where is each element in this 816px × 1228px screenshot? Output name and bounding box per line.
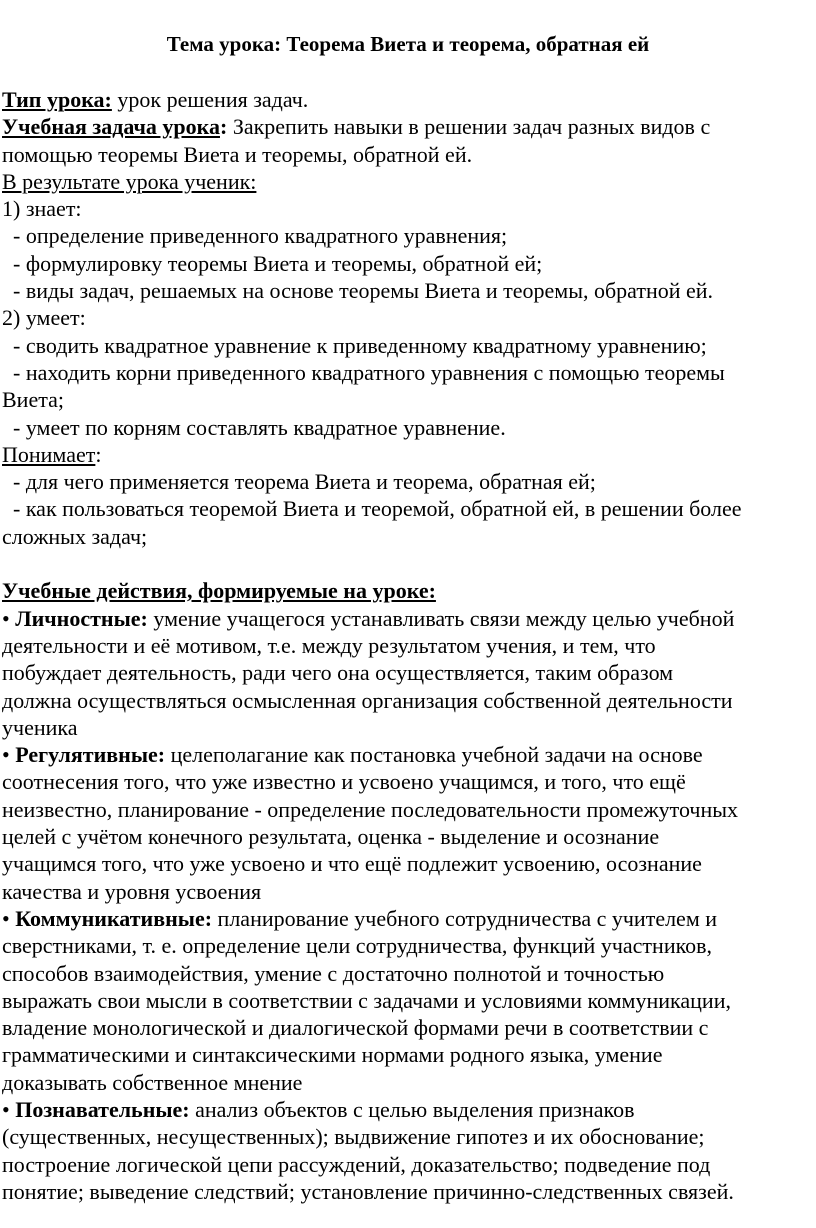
action-text: умение учащегося устанавливать связи между целью учебной [147,605,735,631]
learning-task-line [2,113,814,140]
bullet-icon: • [2,605,10,631]
action-text: планирование учебного сотрудничества с учителем и [212,905,718,931]
understands-line: сложных задач; [2,523,148,549]
action-text-line: доказывать собственное мнение [2,1069,303,1095]
action-text-line: побуждает деятельность, ради чего она осуществляется, таким образом [2,660,674,686]
action-text-line: должна осуществляться осмысленная организация собственной деятельности [2,687,733,713]
action-text: анализ объектов с целью выделения признаков [189,1096,635,1122]
understands-heading: Понимает [2,441,96,467]
bullet-icon: • [2,905,10,931]
result-heading: В результате урока ученик: [2,168,257,194]
document-body [2,86,814,1205]
action-regulatory-first-line [2,741,814,768]
action-label: Познавательные: [15,1096,190,1122]
can-line: - сводить квадратное уравнение к приведенному квадратному уравнению; [2,332,707,358]
action-cognitive-first-line [2,1096,814,1123]
blank-line [2,550,814,577]
knows-item: - виды задач, решаемых на основе теоремы Виета и теоремы, обратной ей. [2,278,714,304]
action-text-line: понятие; выведение следствий; установление причинно-следственных связей. [2,1178,734,1204]
action-communicative-first-line [2,905,814,932]
lesson-title: Тема урока: Теорема Виета и теорема, обратная ей [166,32,650,56]
action-text-line: способов взаимодействия, умение с достаточно полнотой и точностью [2,960,665,986]
lesson-type-value: урок решения задач. [111,87,309,112]
lesson-type-label: Тип урока: [2,87,112,112]
action-text-line: сверстниками, т. е. определение цели сотрудничества, функций участников, [2,933,713,959]
learning-task-text: Закрепить навыки в решении задач разных видов с [227,114,711,140]
learning-task-colon: : [219,114,228,140]
can-heading: 2) умеет: [2,305,86,331]
action-text-line: (существенных, несущественных); выдвижение гипотез и их обоснование; [2,1124,705,1150]
understands-line: - как пользоваться теоремой Виета и теоремой, обратной ей, в решении более [2,496,742,522]
action-text-line: построение логической цепи рассуждений, доказательство; подведение под [2,1151,711,1177]
action-label: Коммуникативные: [15,905,213,931]
understands-line: - для чего применяется теорема Виета и теорема, обратная ей; [2,469,596,495]
knows-heading: 1) знает: [2,196,82,222]
bullet-icon: • [2,742,10,768]
action-text-line: деятельности и её мотивом, т.е. между результатом учения, и тем, что [2,632,656,658]
knows-item: - определение приведенного квадратного уравнения; [2,223,508,249]
action-text-line: ученика [2,714,78,740]
action-text-line: учащимся того, что уже усвоено и что ещё подлежит усвоению, осознание [2,851,702,877]
action-text-line: целей с учётом конечного результата, оценка - выделение и осознание [2,824,660,850]
action-text-line: качества и уровня усвоения [2,878,262,904]
action-label: Личностные: [15,605,148,631]
lesson-type-line [2,86,814,113]
knows-item: - формулировку теоремы Виета и теоремы, обратной ей; [2,250,543,276]
action-text-line: выражать свои мысли в соответствии с задачами и условиями коммуникации, [2,987,731,1013]
action-text-line: неизвестно, планирование - определение последовательности промежуточных [2,796,739,822]
can-line: - находить корни приведенного квадратного уравнения с помощью теоремы [2,359,725,385]
action-text-line: грамматическими и синтаксическими нормами родного языка, умение [2,1042,663,1068]
can-line: Виета; [2,387,64,413]
learning-task-label: Учебная задача урока [2,114,220,140]
can-line: - умеет по корням составлять квадратное уравнение. [2,414,506,440]
action-text: целеполагание как постановка учебной задачи на основе [165,742,703,768]
understands-heading-line [2,441,814,468]
learning-task-line-2: помощью теоремы Виета и теоремы, обратной ей. [2,141,473,167]
action-text-line: соотнесения того, что уже известно и усвоено учащимся, и того, что ещё [2,769,686,795]
action-text-line: владение монологической и диалогической формами речи в соответствии с [2,1015,709,1041]
action-personal-first-line [2,605,814,632]
bullet-icon: • [2,1096,10,1122]
actions-heading: Учебные действия, формируемые на уроке: [2,578,436,604]
action-label: Регулятивные: [15,742,166,768]
understands-colon: : [95,441,102,467]
